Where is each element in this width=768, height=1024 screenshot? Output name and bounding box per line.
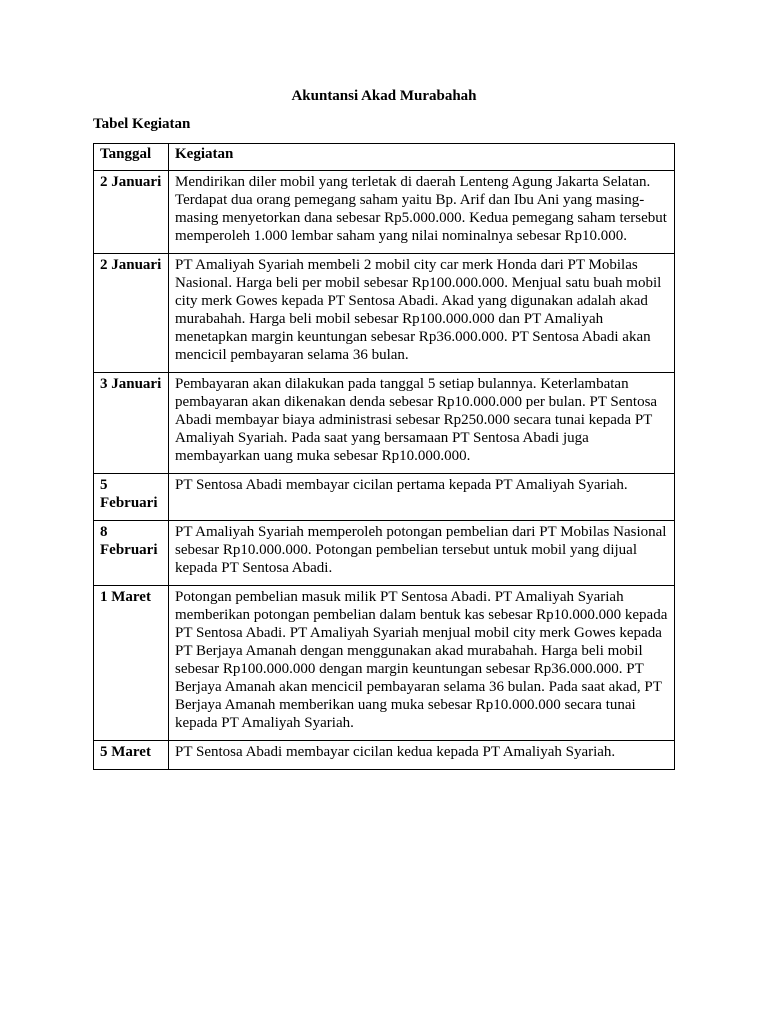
table-row <box>94 373 675 474</box>
row-activity: PT Amaliyah Syariah membeli 2 mobil city car merk Honda dari PT Mobilas Nasional. Harga beli per mobil sebesar Rp100.000.000. Menjual satu buah mobil city merk Gowes kepada PT Sentosa Abadi. Akad yang digunakan adalah akad murabahah. Harga beli mobil sebesar Rp100.000.000 dan PT Amaliyah menetapkan margin keuntungan sebesar Rp36.000.000. PT Sentosa Abadi akan mencicil pembayaran selama 36 bulan. <box>169 254 675 373</box>
row-date: 3 Januari <box>94 373 169 474</box>
row-date: 2 Januari <box>94 171 169 254</box>
section-title: Tabel Kegiatan <box>93 116 191 132</box>
row-activity: PT Sentosa Abadi membayar cicilan pertama kepada PT Amaliyah Syariah. <box>169 474 675 521</box>
table-row <box>94 254 675 373</box>
table-row <box>94 171 675 254</box>
row-activity: Mendirikan diler mobil yang terletak di daerah Lenteng Agung Jakarta Selatan. Terdapat dua orang pemegang saham yaitu Bp. Arif dan Ibu Ani yang masing-masing menyetorkan dana sebesar Rp5.000.000. Kedua pemegang saham tersebut memperoleh 1.000 lembar saham yang nilai nominalnya sebesar Rp10.000. <box>169 171 675 254</box>
table-header-row <box>94 144 675 171</box>
header-kegiatan: Kegiatan <box>169 144 675 171</box>
row-activity: PT Amaliyah Syariah memperoleh potongan pembelian dari PT Mobilas Nasional sebesar Rp10.000.000. Potongan pembelian tersebut untuk mobil yang dijual kepada PT Sentosa Abadi. <box>169 521 675 586</box>
row-activity: PT Sentosa Abadi membayar cicilan kedua kepada PT Amaliyah Syariah. <box>169 741 675 770</box>
page-title: Akuntansi Akad Murabahah <box>291 88 477 104</box>
table-row <box>94 741 675 770</box>
row-date: 8 Februari <box>94 521 169 586</box>
row-activity: Potongan pembelian masuk milik PT Sentosa Abadi. PT Amaliyah Syariah memberikan potongan pembelian dalam bentuk kas sebesar Rp10.000.000 kepada PT Sentosa Abadi. PT Amaliyah Syariah menjual mobil city merk Gowes kepada PT Berjaya Amanah dengan menggunakan akad murabahah. Harga beli mobil sebesar Rp100.000.000 dengan margin keuntungan sebesar Rp36.000.000. PT Berjaya Amanah akan mencicil pembayaran selama 36 bulan. Pada saat akad, PT Berjaya Amanah memberikan uang muka sebesar Rp10.000.000 secara tunai kepada PT Amaliyah Syariah. <box>169 586 675 741</box>
table-row <box>94 474 675 521</box>
row-date: 5 Februari <box>94 474 169 521</box>
row-activity: Pembayaran akan dilakukan pada tanggal 5 setiap bulannya. Keterlambatan pembayaran akan dikenakan denda sebesar Rp10.000.000 per bulan. PT Sentosa Abadi membayar biaya administrasi sebesar Rp250.000 secara tunai kepada PT Amaliyah Syariah. Pada saat yang bersamaan PT Sentosa Abadi juga membayarkan uang muka sebesar Rp10.000.000. <box>169 373 675 474</box>
row-date: 2 Januari <box>94 254 169 373</box>
table-row <box>94 586 675 741</box>
header-tanggal: Tanggal <box>94 144 169 171</box>
activity-table <box>93 143 675 770</box>
row-date: 5 Maret <box>94 741 169 770</box>
row-date: 1 Maret <box>94 586 169 741</box>
table-row <box>94 521 675 586</box>
